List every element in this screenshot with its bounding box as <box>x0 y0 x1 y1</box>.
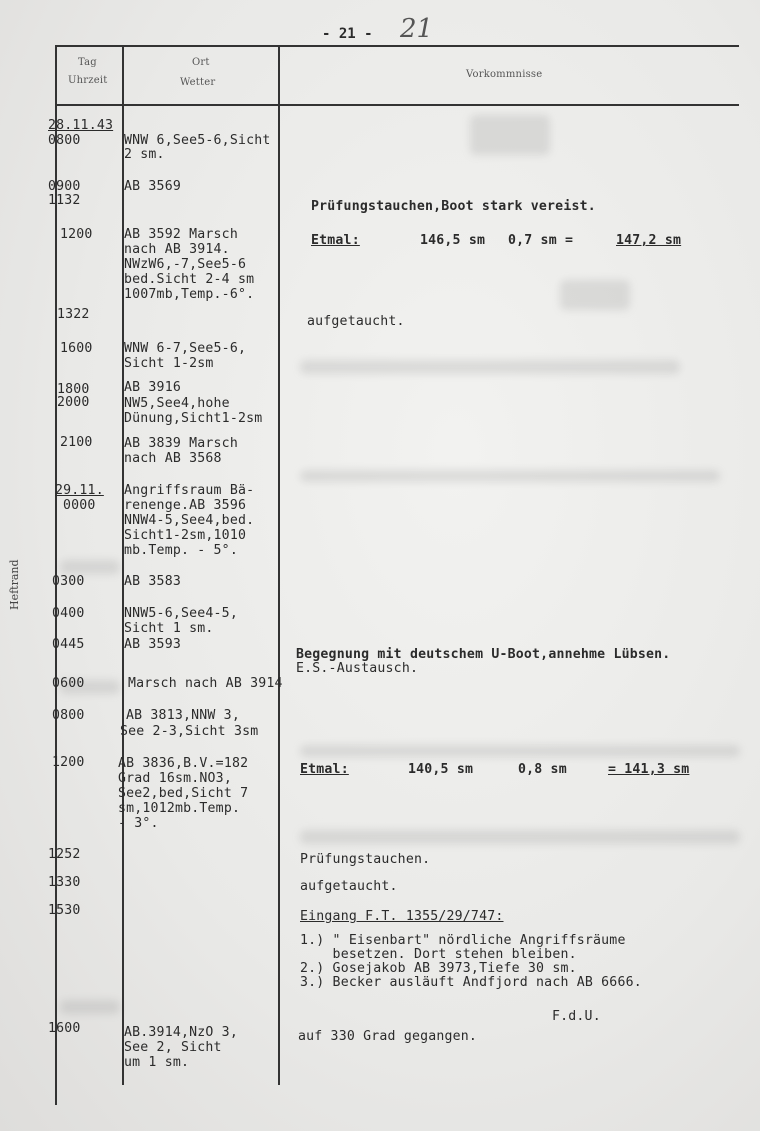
place-cell: AB 3836,B.V.=182 <box>118 756 249 771</box>
place-cell: AB 3839 Marsch <box>124 436 238 451</box>
time-cell: 0300 <box>52 574 85 589</box>
etmal-total: = 141,3 sm <box>608 762 690 777</box>
time-cell: 1530 <box>48 903 81 918</box>
time-cell: 1252 <box>48 847 81 862</box>
place-cell: WNW 6-7,See5-6, <box>124 341 247 356</box>
place-cell: NWzW6,-7,See5-6 <box>124 257 247 272</box>
place-cell: AB 3813,NNW 3, <box>126 708 240 723</box>
event-cell: auf 330 Grad gegangen. <box>298 1029 478 1044</box>
time-cell: 0800 <box>52 708 85 723</box>
header-wetter: Wetter <box>180 77 216 88</box>
event-cell: 2.) Gosejakob AB 3973,Tiefe 30 sm. <box>300 961 577 976</box>
time-cell: 1132 <box>48 193 81 208</box>
event-cell: 3.) Becker ausläuft Andfjord nach AB 6666. <box>300 975 642 990</box>
place-cell: mb.Temp. - 5°. <box>124 543 238 558</box>
place-cell: NW5,See4,hohe <box>124 396 230 411</box>
place-cell: AB 3592 Marsch <box>124 227 238 242</box>
place-cell: Grad 16sm.NO3, <box>118 771 232 786</box>
place-cell: See2,bed,Sicht 7 <box>118 786 249 801</box>
place-cell: AB 3916 <box>124 380 181 395</box>
time-cell: 0900 <box>48 179 81 194</box>
col-divider-1 <box>122 45 124 1085</box>
place-cell: Angriffsraum Bä- <box>124 483 255 498</box>
event-cell: Begegnung mit deutschem U-Boot,annehme Lübsen. <box>296 647 671 662</box>
event-cell: Prüfungstauchen. <box>300 852 431 867</box>
etmal-label: Etmal: <box>311 233 360 248</box>
header-vorkommnisse: Vorkommnisse <box>466 69 543 80</box>
handwritten-page-number: 21 <box>400 14 434 44</box>
time-cell: 0600 <box>52 676 85 691</box>
place-cell: nach AB 3914. <box>124 242 230 257</box>
place-cell: See 2-3,Sicht 3sm <box>120 724 259 739</box>
place-cell: AB 3593 <box>124 637 181 652</box>
etmal-value-a: 146,5 sm <box>420 233 486 248</box>
etmal-value-a: 140,5 sm <box>408 762 474 777</box>
time-cell: 1200 <box>60 227 93 242</box>
event-cell: aufgetaucht. <box>300 879 398 894</box>
place-cell: Marsch nach AB 3914 <box>128 676 283 691</box>
place-cell: Dünung,Sicht1-2sm <box>124 411 263 426</box>
place-cell: 1007mb,Temp.-6°. <box>124 287 255 302</box>
time-cell: 2000 <box>57 395 90 410</box>
col-divider-2 <box>278 45 280 1085</box>
place-cell: renenge.AB 3596 <box>124 498 247 513</box>
header-uhrzeit: Uhrzeit <box>68 75 108 86</box>
header-ort: Ort <box>192 57 210 68</box>
time-cell: 1322 <box>57 307 90 322</box>
time-cell: 0000 <box>63 498 96 513</box>
time-cell: 0800 <box>48 133 81 148</box>
time-cell: 2100 <box>60 435 93 450</box>
place-cell: NNW5-6,See4-5, <box>124 606 238 621</box>
time-cell: 0445 <box>52 637 85 652</box>
header-top-rule <box>55 45 739 47</box>
place-cell: See 2, Sicht <box>124 1040 222 1055</box>
etmal-value-b: 0,8 sm <box>518 762 567 777</box>
place-cell: AB 3569 <box>124 179 181 194</box>
page-number: - 21 - <box>322 26 373 42</box>
place-cell: um 1 sm. <box>124 1055 190 1070</box>
date-label: 29.11. <box>55 483 104 498</box>
event-cell: aufgetaucht. <box>307 314 405 329</box>
time-cell: 1600 <box>60 341 93 356</box>
place-cell: WNW 6,See5-6,Sicht <box>124 133 271 148</box>
place-cell: Sicht1-2sm,1010 <box>124 528 247 543</box>
place-cell: AB.3914,NzO 3, <box>124 1025 238 1040</box>
place-cell: sm,1012mb.Temp. <box>118 801 241 816</box>
time-cell: 1600 <box>48 1021 81 1036</box>
header-tag: Tag <box>78 57 97 68</box>
place-cell: Sicht 1-2sm <box>124 356 214 371</box>
place-cell: 2 sm. <box>124 147 165 162</box>
time-cell: 1800 <box>57 382 90 397</box>
place-cell: nach AB 3568 <box>124 451 222 466</box>
header-bottom-rule <box>55 104 739 106</box>
signature-fdu: F.d.U. <box>552 1009 601 1024</box>
etmal-value-b: 0,7 sm = <box>508 233 574 248</box>
etmal-label: Etmal: <box>300 762 349 777</box>
event-cell: besetzen. Dort stehen bleiben. <box>300 947 577 962</box>
event-cell: E.S.-Austausch. <box>296 661 419 676</box>
time-cell: 1200 <box>52 755 85 770</box>
place-cell: bed.Sicht 2-4 sm <box>124 272 255 287</box>
time-cell: 1330 <box>48 875 81 890</box>
place-cell: Sicht 1 sm. <box>124 621 214 636</box>
etmal-total: 147,2 sm <box>616 233 682 248</box>
place-cell: - 3°. <box>118 816 159 831</box>
event-cell: Eingang F.T. 1355/29/747: <box>300 909 504 924</box>
event-cell: Prüfungstauchen,Boot stark vereist. <box>311 199 596 214</box>
place-cell: AB 3583 <box>124 574 181 589</box>
margin-label: Heftrand <box>8 559 21 610</box>
date-label: 28.11.43 <box>48 118 114 133</box>
time-cell: 0400 <box>52 606 85 621</box>
place-cell: NNW4-5,See4,bed. <box>124 513 255 528</box>
event-cell: 1.) " Eisenbart" nördliche Angriffsräume <box>300 933 626 948</box>
